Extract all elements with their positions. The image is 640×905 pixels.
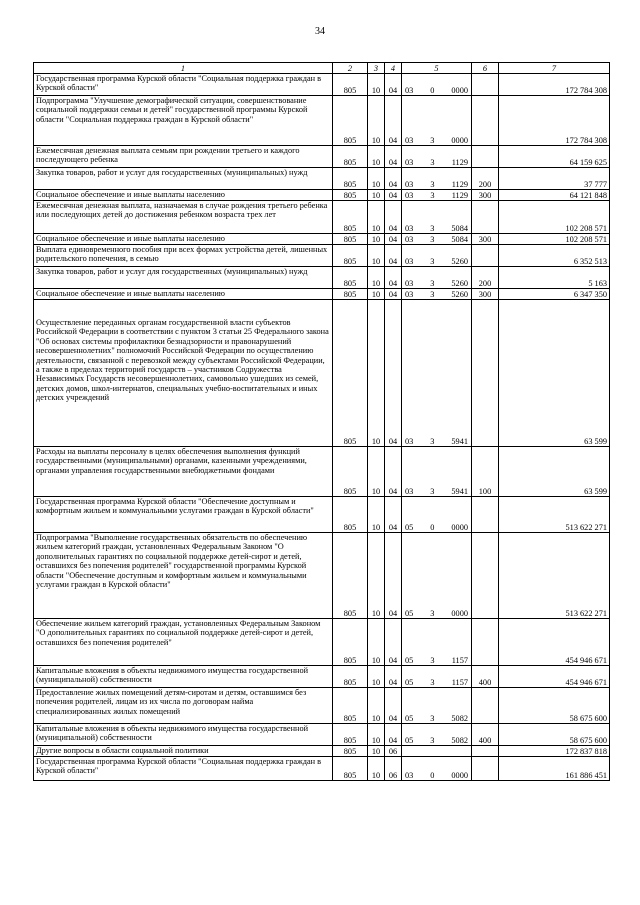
target-code-t1: 05: [405, 677, 414, 687]
row-amount: 172 784 308: [499, 74, 610, 96]
target-code-t1: 05: [405, 735, 414, 745]
target-code-t1: 05: [405, 655, 414, 665]
row-name: Капитальные вложения в объекты недвижимого имущества государственной (муниципальной) собственности: [34, 666, 333, 688]
row-code-col4: 04: [385, 666, 402, 688]
row-amount: 63 599: [499, 447, 610, 497]
table-row: [34, 245, 610, 267]
row-target-code: [402, 96, 472, 146]
table-row: [34, 146, 610, 168]
target-code-t3: 5260: [451, 289, 468, 299]
row-target-code: [402, 190, 472, 201]
row-expense-type: [472, 533, 499, 619]
target-code-t3: 0000: [451, 85, 468, 95]
row-target-code: [402, 666, 472, 688]
row-code-col2: 805: [333, 267, 368, 289]
target-code-t3: 5082: [451, 713, 468, 723]
target-code-parts: [404, 736, 469, 745]
row-expense-type: [472, 497, 499, 533]
table-row: [34, 201, 610, 234]
row-amount: 63 599: [499, 300, 610, 447]
row-code-col2: 805: [333, 245, 368, 267]
table-row: [34, 746, 610, 757]
row-target-code: [402, 234, 472, 245]
row-code-col3: 10: [368, 533, 385, 619]
row-code-col4: 04: [385, 201, 402, 234]
target-code-parts: [404, 279, 469, 288]
target-code-parts: [404, 180, 469, 189]
target-code-t3: 5941: [451, 486, 468, 496]
target-code-t2: 0: [430, 522, 435, 532]
row-name: Другие вопросы в области социальной политики: [34, 746, 333, 757]
row-expense-type: [472, 96, 499, 146]
row-code-col3: 10: [368, 757, 385, 781]
col-header-6: 6: [472, 63, 499, 74]
row-target-code: [402, 201, 472, 234]
row-target-code: [402, 757, 472, 781]
row-code-col4: 04: [385, 234, 402, 245]
row-target-code: [402, 746, 472, 757]
target-code-parts: [404, 191, 469, 200]
target-code-t2: 3: [430, 608, 435, 618]
row-code-col2: 805: [333, 666, 368, 688]
target-code-t3: 5082: [451, 735, 468, 745]
row-code-col4: 04: [385, 533, 402, 619]
row-code-col4: 04: [385, 74, 402, 96]
row-code-col2: 805: [333, 289, 368, 300]
row-expense-type: [472, 201, 499, 234]
table-row: [34, 533, 610, 619]
row-code-col4: 04: [385, 267, 402, 289]
row-code-col3: 10: [368, 724, 385, 746]
row-expense-type: 100: [472, 447, 499, 497]
row-code-col3: 10: [368, 267, 385, 289]
target-code-t2: 3: [430, 713, 435, 723]
row-expense-type: [472, 245, 499, 267]
row-amount: 454 946 671: [499, 666, 610, 688]
target-code-t1: 03: [405, 157, 414, 167]
row-code-col3: 10: [368, 190, 385, 201]
col-header-5: 5: [402, 63, 472, 74]
target-code-t3: 0000: [451, 135, 468, 145]
row-code-col4: 04: [385, 688, 402, 724]
row-expense-type: [472, 619, 499, 666]
row-code-col3: 10: [368, 300, 385, 447]
table-row: [34, 74, 610, 96]
row-name: Расходы на выплаты персоналу в целях обеспечения выполнения функций государственными (муниципальными) органами, казенными учреждениями, органами управления государственными внебюджетными фондами: [34, 447, 333, 497]
target-code-t3: 0000: [451, 770, 468, 780]
row-name: Подпрограмма "Выполнение государственных обязательств по обеспечению жильем категорий граждан, установленных Федеральным Законом "О дополнительных гарантиях по социальной поддержке детей-сирот и детей, оставшихся без попечения родителей" государственной программы Курской области "Обеспечение доступным и комфортным жильем и коммунальными услугами граждан в Курской области": [34, 533, 333, 619]
table-header-row: [34, 63, 610, 74]
target-code-t2: 3: [430, 655, 435, 665]
table-row: [34, 757, 610, 781]
row-amount: 513 622 271: [499, 533, 610, 619]
row-amount: 64 159 625: [499, 146, 610, 168]
target-code-t3: 1129: [451, 179, 468, 189]
row-amount: 6 347 350: [499, 289, 610, 300]
table-row: [34, 497, 610, 533]
row-code-col2: 805: [333, 201, 368, 234]
target-code-t3: 1129: [451, 190, 468, 200]
target-code-t3: 5260: [451, 278, 468, 288]
col-header-1: 1: [34, 63, 333, 74]
target-code-t2: 0: [430, 770, 435, 780]
target-code-t3: 5084: [451, 234, 468, 244]
row-name: Социальное обеспечение и иные выплаты населению: [34, 289, 333, 300]
row-amount: 172 784 308: [499, 96, 610, 146]
row-target-code: [402, 724, 472, 746]
row-expense-type: [472, 688, 499, 724]
row-code-col2: 805: [333, 619, 368, 666]
row-amount: 5 163: [499, 267, 610, 289]
target-code-t1: 05: [405, 522, 414, 532]
table-row: [34, 447, 610, 497]
row-target-code: [402, 688, 472, 724]
row-code-col3: 10: [368, 688, 385, 724]
row-target-code: [402, 267, 472, 289]
target-code-t1: 03: [405, 486, 414, 496]
row-expense-type: 200: [472, 267, 499, 289]
row-name: Капитальные вложения в объекты недвижимого имущества государственной (муниципальной) собственности: [34, 724, 333, 746]
row-code-col2: 805: [333, 168, 368, 190]
target-code-t2: 3: [430, 735, 435, 745]
row-expense-type: 300: [472, 190, 499, 201]
col-header-2: 2: [333, 63, 368, 74]
row-code-col4: 04: [385, 289, 402, 300]
target-code-t1: 03: [405, 278, 414, 288]
target-code-parts: [404, 437, 469, 446]
row-code-col2: 805: [333, 96, 368, 146]
target-code-t2: 3: [430, 157, 435, 167]
row-amount: 102 208 571: [499, 234, 610, 245]
table-row: [34, 289, 610, 300]
row-amount: 64 121 848: [499, 190, 610, 201]
row-code-col2: 805: [333, 234, 368, 245]
row-target-code: [402, 497, 472, 533]
target-code-parts: [404, 136, 469, 145]
row-name: Государственная программа Курской области "Социальная поддержка граждан в Курской области": [34, 74, 333, 96]
row-code-col4: 04: [385, 245, 402, 267]
target-code-t1: 03: [405, 256, 414, 266]
row-target-code: [402, 146, 472, 168]
target-code-parts: [404, 257, 469, 266]
col-header-4: 4: [385, 63, 402, 74]
row-code-col4: 04: [385, 497, 402, 533]
row-code-col4: 04: [385, 619, 402, 666]
row-expense-type: [472, 746, 499, 757]
table-row: [34, 234, 610, 245]
row-code-col3: 10: [368, 497, 385, 533]
row-code-col3: 10: [368, 96, 385, 146]
target-code-parts: [404, 609, 469, 618]
row-expense-type: [472, 757, 499, 781]
row-code-col2: 805: [333, 533, 368, 619]
table-row: [34, 267, 610, 289]
row-code-col4: 04: [385, 96, 402, 146]
target-code-t1: 03: [405, 190, 414, 200]
row-expense-type: 300: [472, 234, 499, 245]
target-code-parts: [404, 224, 469, 233]
row-amount: 102 208 571: [499, 201, 610, 234]
target-code-t2: 3: [430, 135, 435, 145]
target-code-parts: [404, 656, 469, 665]
target-code-t2: 3: [430, 179, 435, 189]
target-code-t2: 3: [430, 677, 435, 687]
table-row: [34, 619, 610, 666]
target-code-t2: 3: [430, 486, 435, 496]
row-code-col2: 805: [333, 74, 368, 96]
target-code-t2: 3: [430, 289, 435, 299]
row-target-code: [402, 168, 472, 190]
row-name: Выплата единовременного пособия при всех формах устройства детей, лишенных родительского попечения, в семью: [34, 245, 333, 267]
row-expense-type: [472, 300, 499, 447]
target-code-t3: 5260: [451, 256, 468, 266]
target-code-t2: 3: [430, 436, 435, 446]
target-code-t2: 3: [430, 234, 435, 244]
target-code-t3: 5941: [451, 436, 468, 446]
target-code-t1: 05: [405, 713, 414, 723]
target-code-t1: 03: [405, 770, 414, 780]
row-amount: 172 837 818: [499, 746, 610, 757]
row-code-col2: 805: [333, 724, 368, 746]
row-amount: 6 352 513: [499, 245, 610, 267]
target-code-t1: 05: [405, 608, 414, 618]
row-code-col2: 805: [333, 300, 368, 447]
target-code-t2: 3: [430, 223, 435, 233]
table-row: [34, 688, 610, 724]
target-code-parts: [404, 523, 469, 532]
target-code-t1: 03: [405, 234, 414, 244]
target-code-t1: 03: [405, 223, 414, 233]
row-code-col3: 10: [368, 168, 385, 190]
row-code-col3: 10: [368, 666, 385, 688]
row-name: Государственная программа Курской области "Обеспечение доступным и комфортным жильем и коммунальными услугами граждан в Курской области": [34, 497, 333, 533]
row-code-col4: 06: [385, 757, 402, 781]
target-code-parts: [404, 86, 469, 95]
target-code-parts: [404, 235, 469, 244]
target-code-t1: 03: [405, 135, 414, 145]
row-code-col2: 805: [333, 688, 368, 724]
row-amount: 454 946 671: [499, 619, 610, 666]
row-amount: 37 777: [499, 168, 610, 190]
row-name: Предоставление жилых помещений детям-сиротам и детям, оставшимся без попечения родителей, лицам из их числа по договорам найма специализированных жилых помещений: [34, 688, 333, 724]
row-code-col2: 805: [333, 746, 368, 757]
target-code-parts: [404, 771, 469, 780]
row-code-col4: 04: [385, 146, 402, 168]
row-code-col2: 805: [333, 757, 368, 781]
target-code-t3: 1157: [451, 677, 468, 687]
row-target-code: [402, 289, 472, 300]
row-code-col2: 805: [333, 146, 368, 168]
row-target-code: [402, 300, 472, 447]
row-name: Ежемесячная денежная выплата, назначаемая в случае рождения третьего ребенка или последующих детей до достижения ребенком возраста трех лет: [34, 201, 333, 234]
target-code-t1: 03: [405, 179, 414, 189]
target-code-t2: 0: [430, 85, 435, 95]
row-expense-type: 300: [472, 289, 499, 300]
target-code-t2: 3: [430, 190, 435, 200]
table-row: [34, 96, 610, 146]
row-expense-type: 400: [472, 666, 499, 688]
target-code-t3: 0000: [451, 522, 468, 532]
row-amount: 513 622 271: [499, 497, 610, 533]
row-code-col4: 04: [385, 168, 402, 190]
row-code-col2: 805: [333, 447, 368, 497]
target-code-t1: 03: [405, 85, 414, 95]
target-code-t3: 0000: [451, 608, 468, 618]
row-code-col3: 10: [368, 74, 385, 96]
row-name: Ежемесячная денежная выплата семьям при рождении третьего и каждого последующего ребенка: [34, 146, 333, 168]
row-code-col3: 10: [368, 619, 385, 666]
row-amount: 58 675 600: [499, 724, 610, 746]
row-code-col4: 04: [385, 447, 402, 497]
target-code-t3: 1129: [451, 157, 468, 167]
target-code-parts: [404, 714, 469, 723]
row-code-col2: 805: [333, 190, 368, 201]
budget-table: [33, 62, 610, 781]
row-target-code: [402, 245, 472, 267]
target-code-t1: 03: [405, 436, 414, 446]
target-code-t2: 3: [430, 278, 435, 288]
row-code-col4: 06: [385, 746, 402, 757]
row-expense-type: [472, 74, 499, 96]
row-code-col4: 04: [385, 724, 402, 746]
row-code-col3: 10: [368, 234, 385, 245]
target-code-parts: [404, 290, 469, 299]
page-number: 34: [315, 26, 325, 37]
row-name: Социальное обеспечение и иные выплаты населению: [34, 234, 333, 245]
col-header-7: 7: [499, 63, 610, 74]
row-name: Закупка товаров, работ и услуг для государственных (муниципальных) нужд: [34, 267, 333, 289]
row-expense-type: 400: [472, 724, 499, 746]
row-code-col3: 10: [368, 201, 385, 234]
table-row: [34, 300, 610, 447]
row-target-code: [402, 533, 472, 619]
table-row: [34, 190, 610, 201]
row-target-code: [402, 619, 472, 666]
row-name: Подпрограмма "Улучшение демографической ситуации, совершенствование социальной поддержки семьи и детей" государственной программы Курской области "Социальная поддержка граждан в Курской области": [34, 96, 333, 146]
table-row: [34, 168, 610, 190]
row-expense-type: 200: [472, 168, 499, 190]
row-name: Осуществление переданных органам государственной власти субъектов Российской Федерации в соответствии с пунктом 3 статьи 25 Федерального закона "Об основах системы профилактики безнадзорности и правонарушений несовершеннолетних" полномочий Российской Федерации по осуществлению деятельности, связанной с перевозкой между субъектами Российской Федерации, а также в пределах территорий государств – участников Содружества Независимых Государств несовершеннолетних, самовольно ушедших из семей, детских домов, школ-интернатов, специальных учебно-воспитательных и иных детских учреждений: [34, 300, 333, 447]
row-target-code: [402, 447, 472, 497]
table-row: [34, 724, 610, 746]
col-header-3: 3: [368, 63, 385, 74]
table-row: [34, 666, 610, 688]
target-code-t1: 03: [405, 289, 414, 299]
target-code-parts: [404, 678, 469, 687]
row-code-col3: 10: [368, 245, 385, 267]
row-target-code: [402, 74, 472, 96]
row-code-col4: 04: [385, 300, 402, 447]
row-code-col3: 10: [368, 447, 385, 497]
row-amount: 58 675 600: [499, 688, 610, 724]
row-code-col4: 04: [385, 190, 402, 201]
row-name: Обеспечение жильем категорий граждан, установленных Федеральным Законом "О дополнительных гарантиях по социальной поддержке детей-сирот и детей, оставшихся без попечения родителей": [34, 619, 333, 666]
row-code-col3: 10: [368, 146, 385, 168]
row-name: Социальное обеспечение и иные выплаты населению: [34, 190, 333, 201]
target-code-t2: 3: [430, 256, 435, 266]
row-expense-type: [472, 146, 499, 168]
row-code-col2: 805: [333, 497, 368, 533]
target-code-parts: [404, 158, 469, 167]
row-amount: 161 886 451: [499, 757, 610, 781]
row-name: Государственная программа Курской области "Социальная поддержка граждан в Курской области": [34, 757, 333, 781]
row-code-col3: 10: [368, 289, 385, 300]
row-name: Закупка товаров, работ и услуг для государственных (муниципальных) нужд: [34, 168, 333, 190]
row-code-col3: 10: [368, 746, 385, 757]
target-code-t3: 1157: [451, 655, 468, 665]
target-code-parts: [404, 487, 469, 496]
target-code-t3: 5084: [451, 223, 468, 233]
